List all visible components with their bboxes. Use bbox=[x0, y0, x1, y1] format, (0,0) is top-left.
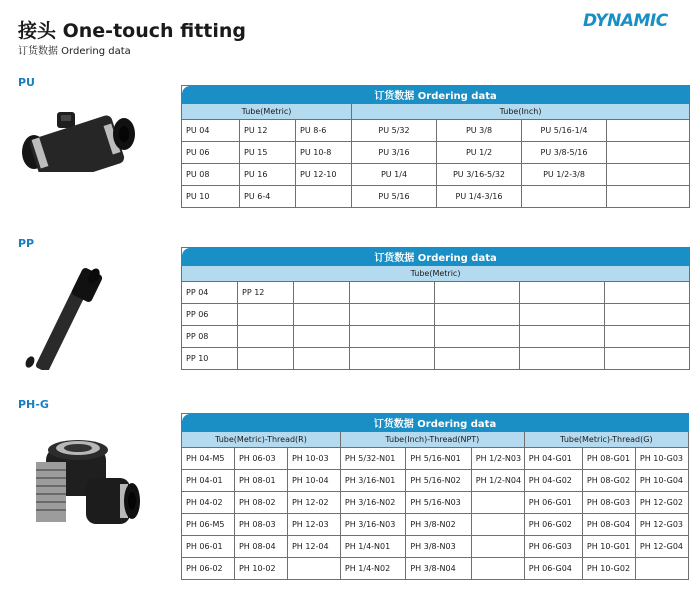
table-cell: PU 1/4-3/16 bbox=[437, 186, 522, 208]
table-cell bbox=[607, 142, 690, 164]
table-cell: PH 08-04 bbox=[234, 536, 287, 558]
table-cell bbox=[605, 326, 690, 348]
table-cell bbox=[607, 186, 690, 208]
table-cell: PU 1/4 bbox=[352, 164, 437, 186]
table-cell bbox=[435, 304, 520, 326]
table-cell bbox=[294, 282, 350, 304]
page-title: 接头 One-touch fitting bbox=[18, 20, 247, 42]
table-row bbox=[182, 164, 690, 186]
table-cell: PH 3/8-N02 bbox=[406, 514, 471, 536]
table-cell bbox=[471, 492, 524, 514]
table-row bbox=[182, 304, 690, 326]
phg-group-metric-r: Tube(Metric)-Thread(R) bbox=[182, 432, 341, 448]
table-row bbox=[182, 536, 689, 558]
table-cell bbox=[471, 536, 524, 558]
table-cell: PH 10-G04 bbox=[635, 470, 688, 492]
table-cell bbox=[607, 120, 690, 142]
table-cell: PH 5/16-N03 bbox=[406, 492, 471, 514]
table-cell: PH 06-M5 bbox=[182, 514, 235, 536]
table-cell: PH 5/16-N01 bbox=[406, 448, 471, 470]
table-cell: PU 1/2-3/8 bbox=[522, 164, 607, 186]
table-cell: PU 5/32 bbox=[352, 120, 437, 142]
section-label-pp: PP bbox=[18, 237, 35, 250]
table-cell bbox=[471, 514, 524, 536]
table-row bbox=[182, 186, 690, 208]
phg-group-metric-g: Tube(Metric)-Thread(G) bbox=[524, 432, 688, 448]
table-cell: PH 12-G04 bbox=[635, 536, 688, 558]
pp-ordering-table bbox=[181, 247, 690, 370]
pp-group-metric: Tube(Metric) bbox=[182, 266, 690, 282]
table-cell bbox=[350, 326, 435, 348]
table-cell: PH 06-03 bbox=[234, 448, 287, 470]
table-cell: PH 1/4-N01 bbox=[340, 536, 405, 558]
table-row bbox=[182, 326, 690, 348]
table-cell: PH 10-03 bbox=[287, 448, 340, 470]
table-cell bbox=[520, 304, 605, 326]
table-cell bbox=[605, 348, 690, 370]
phg-group-inch-npt: Tube(Inch)-Thread(NPT) bbox=[340, 432, 524, 448]
table-cell bbox=[238, 326, 294, 348]
table-cell bbox=[635, 558, 688, 580]
table-row bbox=[182, 348, 690, 370]
table-cell: PH 12-04 bbox=[287, 536, 340, 558]
table-cell: PH 08-01 bbox=[234, 470, 287, 492]
table-cell: PP 12 bbox=[238, 282, 294, 304]
table-cell: PU 12-10 bbox=[296, 164, 352, 186]
table-cell: PH 12-03 bbox=[287, 514, 340, 536]
table-cell: PH 08-03 bbox=[234, 514, 287, 536]
table-cell bbox=[520, 348, 605, 370]
table-row bbox=[182, 120, 690, 142]
table-cell bbox=[350, 304, 435, 326]
table-cell: PH 1/2-N03 bbox=[471, 448, 524, 470]
table-cell: PH 3/8-N04 bbox=[406, 558, 471, 580]
table-cell: PU 1/2 bbox=[437, 142, 522, 164]
table-row bbox=[182, 492, 689, 514]
table-cell bbox=[522, 186, 607, 208]
table-cell: PH 12-G02 bbox=[635, 492, 688, 514]
phg-table-title: 订货数据 Ordering data bbox=[182, 414, 689, 432]
table-cell: PP 04 bbox=[182, 282, 238, 304]
pu-group-inch: Tube(Inch) bbox=[352, 104, 690, 120]
table-cell: PH 3/8-N03 bbox=[406, 536, 471, 558]
table-cell: PH 3/16-N03 bbox=[340, 514, 405, 536]
table-cell bbox=[520, 282, 605, 304]
table-row bbox=[182, 470, 689, 492]
table-cell: PH 10-G01 bbox=[582, 536, 635, 558]
table-row bbox=[182, 448, 689, 470]
table-cell bbox=[607, 164, 690, 186]
table-cell bbox=[294, 304, 350, 326]
table-cell: PH 08-G01 bbox=[582, 448, 635, 470]
table-cell: PH 10-02 bbox=[234, 558, 287, 580]
table-cell: PU 5/16 bbox=[352, 186, 437, 208]
brand-logo: DYNAMIC bbox=[583, 11, 668, 31]
table-cell bbox=[520, 326, 605, 348]
table-cell bbox=[350, 282, 435, 304]
table-cell: PH 10-G03 bbox=[635, 448, 688, 470]
table-cell bbox=[294, 326, 350, 348]
section-label-phg: PH-G bbox=[18, 398, 49, 411]
table-cell: PU 3/16 bbox=[352, 142, 437, 164]
table-cell: PU 10-8 bbox=[296, 142, 352, 164]
table-cell: PH 04-G01 bbox=[524, 448, 582, 470]
pu-table-title: 订货数据 Ordering data bbox=[182, 86, 690, 104]
table-cell: PU 15 bbox=[240, 142, 296, 164]
table-row bbox=[182, 514, 689, 536]
table-cell: PH 12-G03 bbox=[635, 514, 688, 536]
table-cell: PH 06-G04 bbox=[524, 558, 582, 580]
table-cell: PU 8-6 bbox=[296, 120, 352, 142]
table-cell: PH 06-G03 bbox=[524, 536, 582, 558]
pp-plug-image bbox=[16, 266, 106, 370]
table-cell: PP 08 bbox=[182, 326, 238, 348]
table-cell bbox=[238, 348, 294, 370]
table-cell bbox=[350, 348, 435, 370]
table-cell: PH 5/32-N01 bbox=[340, 448, 405, 470]
table-cell: PH 04-G02 bbox=[524, 470, 582, 492]
table-cell bbox=[435, 282, 520, 304]
table-cell: PU 16 bbox=[240, 164, 296, 186]
table-cell: PP 10 bbox=[182, 348, 238, 370]
phg-elbow-image bbox=[16, 428, 146, 548]
table-cell: PH 08-02 bbox=[234, 492, 287, 514]
table-cell: PH 1/4-N02 bbox=[340, 558, 405, 580]
table-cell: PH 04-02 bbox=[182, 492, 235, 514]
table-cell bbox=[435, 348, 520, 370]
table-cell: PU 5/16-1/4 bbox=[522, 120, 607, 142]
table-cell: PU 10 bbox=[182, 186, 240, 208]
table-cell: PU 3/16-5/32 bbox=[437, 164, 522, 186]
table-cell bbox=[296, 186, 352, 208]
table-cell: PH 06-G01 bbox=[524, 492, 582, 514]
table-cell: PU 06 bbox=[182, 142, 240, 164]
table-cell: PH 06-01 bbox=[182, 536, 235, 558]
table-cell: PU 12 bbox=[240, 120, 296, 142]
pu-group-metric: Tube(Metric) bbox=[182, 104, 352, 120]
table-row bbox=[182, 558, 689, 580]
table-cell: PH 06-02 bbox=[182, 558, 235, 580]
phg-ordering-table bbox=[181, 413, 689, 580]
table-cell bbox=[605, 282, 690, 304]
table-row bbox=[182, 142, 690, 164]
table-cell bbox=[287, 558, 340, 580]
table-cell: PH 04-01 bbox=[182, 470, 235, 492]
table-row bbox=[182, 282, 690, 304]
table-cell: PH 5/16-N02 bbox=[406, 470, 471, 492]
pu-ordering-table bbox=[181, 85, 690, 208]
table-cell: PU 04 bbox=[182, 120, 240, 142]
table-cell: PU 08 bbox=[182, 164, 240, 186]
table-cell bbox=[605, 304, 690, 326]
table-cell: PH 3/16-N01 bbox=[340, 470, 405, 492]
table-cell: PH 04-M5 bbox=[182, 448, 235, 470]
table-cell bbox=[435, 326, 520, 348]
table-cell: PH 3/16-N02 bbox=[340, 492, 405, 514]
table-cell: PH 10-G02 bbox=[582, 558, 635, 580]
table-cell: PU 3/8-5/16 bbox=[522, 142, 607, 164]
table-cell: PH 10-04 bbox=[287, 470, 340, 492]
table-cell: PU 3/8 bbox=[437, 120, 522, 142]
section-label-pu: PU bbox=[18, 76, 35, 89]
table-cell bbox=[238, 304, 294, 326]
table-cell: PH 08-G04 bbox=[582, 514, 635, 536]
table-cell bbox=[471, 558, 524, 580]
table-cell bbox=[294, 348, 350, 370]
pu-fitting-image bbox=[16, 112, 140, 172]
table-cell: PH 08-G03 bbox=[582, 492, 635, 514]
table-cell: PP 06 bbox=[182, 304, 238, 326]
table-cell: PH 08-G02 bbox=[582, 470, 635, 492]
table-cell: PU 6-4 bbox=[240, 186, 296, 208]
page-subtitle: 订货数据 Ordering data bbox=[18, 46, 131, 57]
table-cell: PH 06-G02 bbox=[524, 514, 582, 536]
table-cell: PH 12-02 bbox=[287, 492, 340, 514]
pp-table-title: 订货数据 Ordering data bbox=[182, 248, 690, 266]
table-cell: PH 1/2-N04 bbox=[471, 470, 524, 492]
